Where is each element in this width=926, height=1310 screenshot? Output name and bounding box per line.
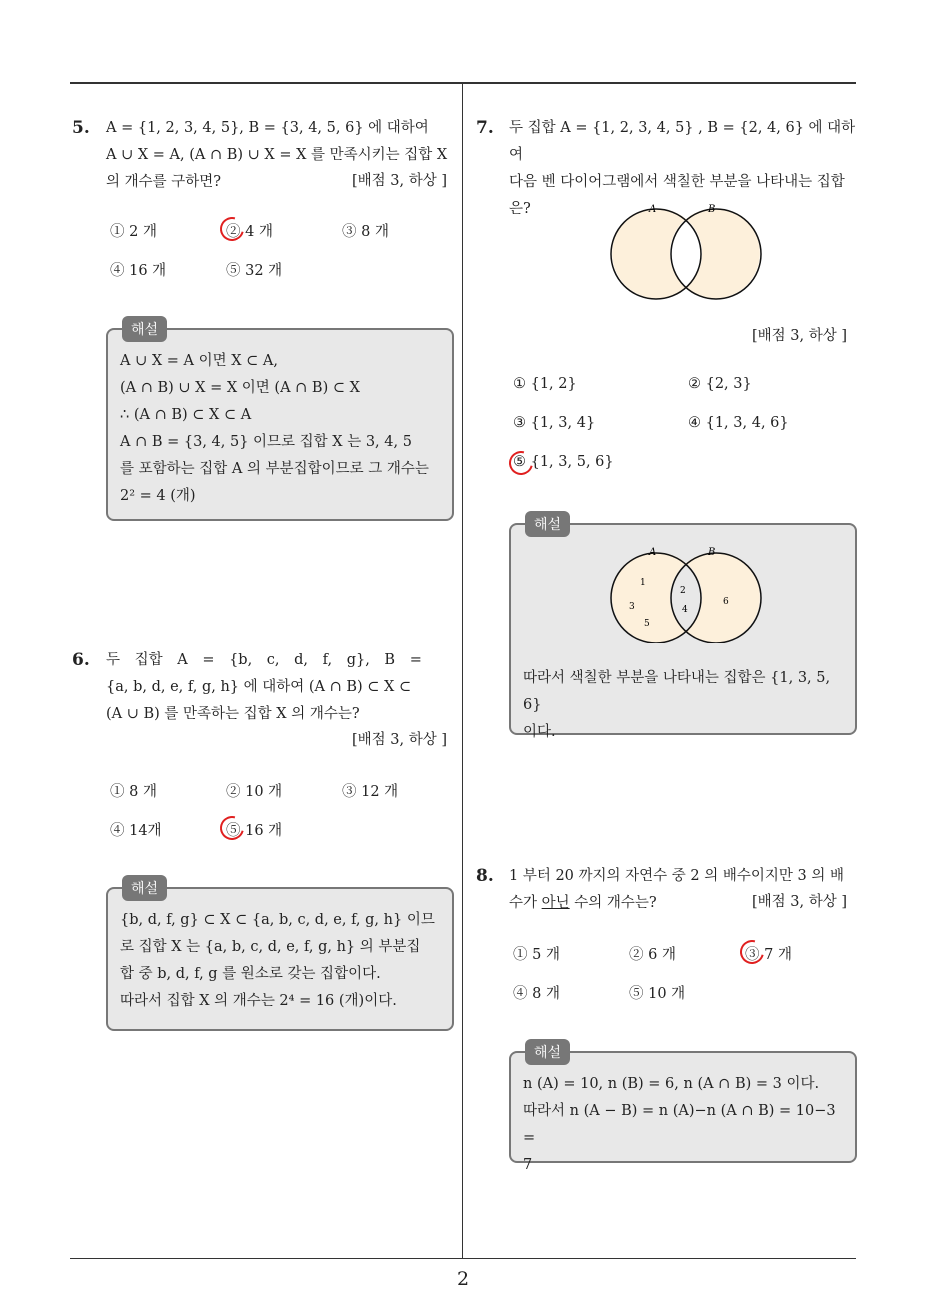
problem-5 [72,118,454,528]
answer-mark [505,447,538,480]
choice-2[interactable]: ② 10 개 [226,784,283,800]
solution-line: 따라서 n (A − B) = n (A)−n (A ∩ B) = 10−3 = [523,1103,836,1146]
column-divider [462,83,463,1258]
solution-line: {b, d, f, g} ⊂ X ⊂ {a, b, c, d, e, f, g, h} 이므 [120,912,435,928]
problem-text-part: 수의 개수는? [569,895,657,911]
solution-label: 해설 [122,875,167,901]
solution-text [523,665,843,746]
choice-4[interactable]: ④ 14개 [110,823,162,839]
underlined-word: 아닌 [541,895,570,911]
choice-3[interactable]: ③ 8 개 [342,224,389,240]
choice-2[interactable]: ② {2, 3} [688,376,752,392]
solution-label: 해설 [525,1039,570,1065]
problem-number: 7. [476,118,494,138]
choice-3[interactable]: ③ {1, 3, 4} [513,415,596,431]
venn-label-a: A [649,204,657,215]
choice-3[interactable]: ③ 7 개 [745,947,792,963]
choice-4[interactable]: ④ {1, 3, 4, 6} [688,415,789,431]
choice-1[interactable]: ① {1, 2} [513,376,577,392]
problem-line: (A ∪ B) 를 만족하는 집합 X 의 개수는? [106,706,360,722]
problem-line: 다음 벤 다이어그램에서 색칠한 부분을 나타내는 집합 [509,174,845,190]
score-meta: [배점 3, 하상 ] [752,328,848,344]
solution-line: A ∩ B = {3, 4, 5} 이므로 집합 X 는 3, 4, 5 [120,434,412,450]
solution-line: 2² = 4 (개) [120,488,196,504]
venn-element: 6 [723,597,729,607]
venn-element: 2 [680,586,686,596]
problem-line: A ∪ X = A, (A ∩ B) ∪ X = X 를 만족시키는 집합 X [106,147,448,163]
problem-text [106,647,456,728]
venn-label-a: A [649,547,657,558]
problem-number: 8. [476,866,494,886]
solution-line: n (A) = 10, n (B) = 6, n (A ∩ B) = 3 이다. [523,1076,820,1092]
problem-number: 6. [72,650,90,670]
problem-line: 은? [509,201,531,217]
solution-box [509,517,857,740]
solution-line: 따라서 색칠한 부분을 나타내는 집합은 {1, 3, 5, 6} [523,670,831,713]
choice-1[interactable]: ① 2 개 [110,224,157,240]
choice-5[interactable]: ⑤ {1, 3, 5, 6} [513,454,614,470]
solution-line: A ∪ X = A 이면 X ⊂ A, [120,353,279,369]
problem-line: 의 개수를 구하면? [106,174,222,190]
choice-5[interactable]: ⑤ 10 개 [629,986,686,1002]
choice-5[interactable]: ⑤ 32 개 [226,263,283,279]
choice-4[interactable]: ④ 16 개 [110,263,167,279]
solution-box [106,322,454,521]
venn-diagram [606,202,766,302]
choice-5[interactable]: ⑤ 16 개 [226,823,283,839]
score-meta: [배점 3, 하상 ] [352,732,448,748]
venn-diagram-solution [606,543,766,643]
solution-box [509,1045,857,1173]
choice-1[interactable]: ① 8 개 [110,784,157,800]
choice-1[interactable]: ① 5 개 [513,947,560,963]
solution-line: 이다. [523,724,556,740]
problem-number: 5. [72,118,90,138]
venn-element: 1 [640,578,646,588]
score-meta: [배점 3, 하상 ] [752,894,848,910]
page-number: 2 [456,1268,470,1290]
choice-3[interactable]: ③ 12 개 [342,784,399,800]
venn-label-b: B [708,547,716,558]
choice-2[interactable]: ② 6 개 [629,947,676,963]
solution-line: (A ∩ B) ∪ X = X 이면 (A ∩ B) ⊂ X [120,380,360,396]
bottom-rule [70,1258,856,1259]
problem-8 [476,866,858,1173]
problem-line: A = {1, 2, 3, 4, 5}, B = {3, 4, 5, 6} 에 대하여 [106,120,429,136]
solution-line: ∴ (A ∩ B) ⊂ X ⊂ A [120,407,252,423]
score-meta: [배점 3, 하상 ] [352,173,448,189]
solution-text [523,1071,843,1179]
choice-4[interactable]: ④ 8 개 [513,986,560,1002]
problem-line: 1 부터 20 까지의 자연수 중 2 의 배수이지만 3 의 배 [509,868,844,884]
top-rule [70,82,856,84]
problem-line: 두 집합 A = {b, c, d, f, g}, B = [106,652,422,668]
problem-line: {a, b, d, e, f, g, h} 에 대하여 (A ∩ B) ⊂ X ⊂ [106,679,412,695]
venn-label-b: B [708,204,716,215]
problem-6 [72,650,454,1035]
problem-line: 두 집합 A = {1, 2, 3, 4, 5} , B = {2, 4, 6} 에 대하여 [509,120,856,163]
solution-box [106,881,454,1031]
solution-line: 7 [523,1157,533,1173]
problem-text-part: 수가 [509,895,542,911]
solution-label: 해설 [525,511,570,537]
choice-2[interactable]: ② 4 개 [226,224,273,240]
venn-element: 4 [682,605,688,615]
solution-text [120,907,440,1015]
solution-line: 따라서 집합 X 의 개수는 2⁴ = 16 (개)이다. [120,993,397,1009]
solution-label: 해설 [122,316,167,342]
solution-line: 로 집합 X 는 {a, b, c, d, e, f, g, h} 의 부분집 [120,939,421,955]
venn-element: 3 [629,602,635,612]
solution-text [120,348,440,510]
problem-7 [476,118,858,738]
solution-line: 를 포함하는 집합 A 의 부분집합이므로 그 개수는 [120,461,429,477]
venn-element: 5 [644,619,650,629]
solution-line: 합 중 b, d, f, g 를 원소로 갖는 집합이다. [120,966,381,982]
